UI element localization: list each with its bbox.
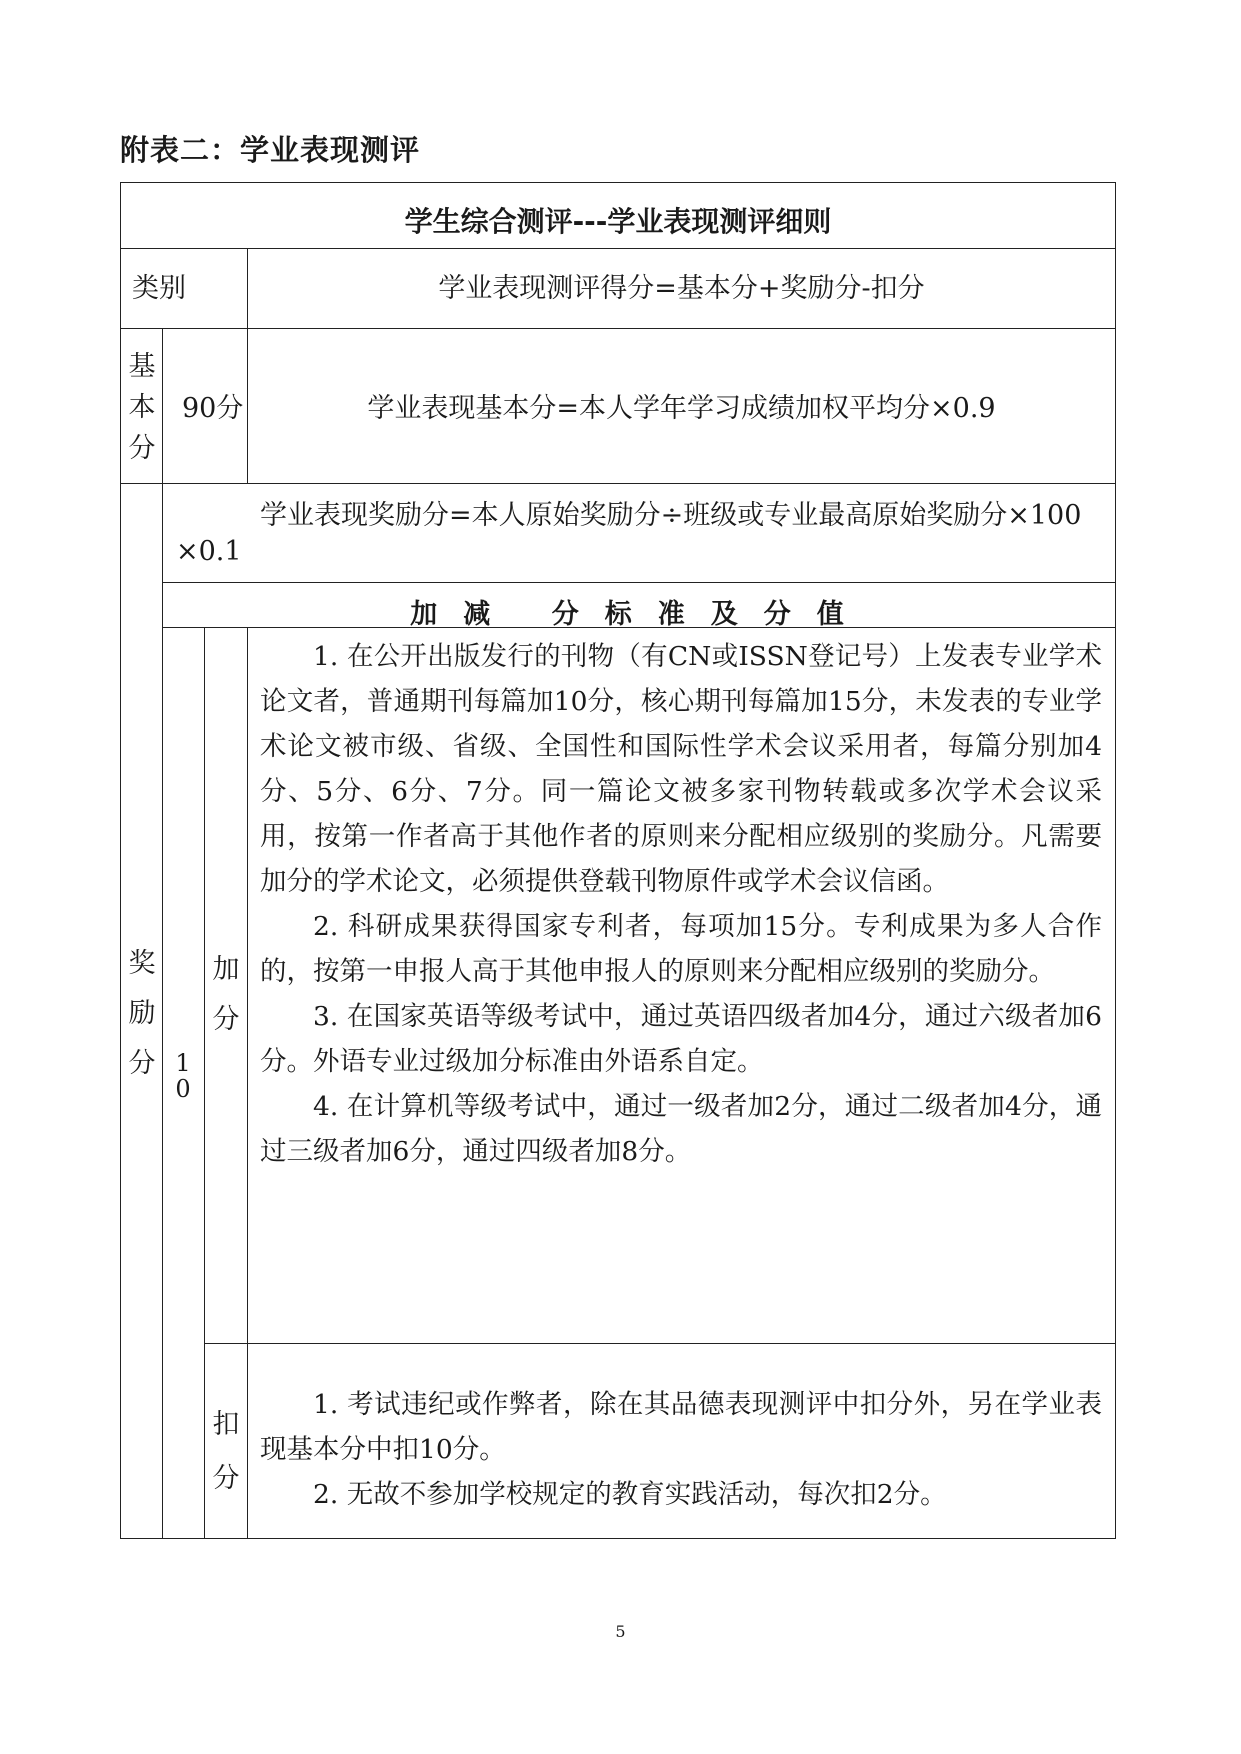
base-score-label: 基 本 分 bbox=[128, 351, 156, 464]
base-points: 90分 bbox=[182, 393, 244, 424]
add-rule-item: 4. 在计算机等级考试中，通过一级者加2分，通过二级者加4分，通过三级者加6分，通过四级者加8分。 bbox=[260, 1091, 1102, 1167]
deduct-points-label: 扣 分 bbox=[212, 1409, 240, 1494]
page-heading: 附表二：学业表现测评 bbox=[120, 133, 421, 167]
add-rule-item: 2. 科研成果获得国家专利者，每项加15分。专利成果为多人合作的，按第一申报人高于其他申报人的原则来分配相应级别的奖励分。 bbox=[260, 911, 1102, 987]
add-rule-item: 3. 在国家英语等级考试中，通过英语四级者加4分，通过六级者加6分。外语专业过级加分标准由外语系自定。 bbox=[260, 1001, 1102, 1077]
deduct-rule-item: 1. 考试违纪或作弊者，除在其品德表现测评中扣分外，另在学业表现基本分中扣10分。 bbox=[260, 1389, 1102, 1465]
category-label: 类别 bbox=[132, 273, 186, 304]
add-rule-item: 1. 在公开出版发行的刊物（有CN或ISSN登记号）上发表专业学术论文者，普通期刊每篇加10分，核心期刊每篇加15分，未发表的专业学术论文被市级、省级、全国性和国际性学术会议采用者，每篇分别加4分、5分、6分、7分。同一篇论文被多家刊物转载或多次学术会议采用，按第一作者高于其他作者的原则来分配相应级别的奖励分。凡需要加分的学术论文，必须提供登载刊物原件或学术会议信函。 bbox=[260, 641, 1102, 897]
reward-formula: 学业表现奖励分=本人原始奖励分÷班级或专业最高原始奖励分×100 ×0.1 bbox=[176, 500, 1082, 567]
deduct-rule-item: 2. 无故不参加学校规定的教育实践活动，每次扣2分。 bbox=[313, 1479, 947, 1510]
add-points-label: 加 分 bbox=[212, 954, 240, 1035]
reward-score-label: 奖 励 分 bbox=[128, 948, 156, 1079]
table-title: 学生综合测评---学业表现测评细则 bbox=[404, 205, 832, 238]
reward-points: 1 0 bbox=[175, 1049, 191, 1103]
add-points-rules bbox=[260, 634, 1102, 1174]
standards-header: 加减 分标准及分值 bbox=[410, 599, 870, 630]
deduct-points-rules bbox=[260, 1382, 1102, 1517]
page-number: 5 bbox=[615, 1622, 626, 1641]
score-formula: 学业表现测评得分=基本分+奖励分-扣分 bbox=[438, 273, 925, 304]
base-formula: 学业表现基本分=本人学年学习成绩加权平均分×0.9 bbox=[367, 393, 996, 424]
